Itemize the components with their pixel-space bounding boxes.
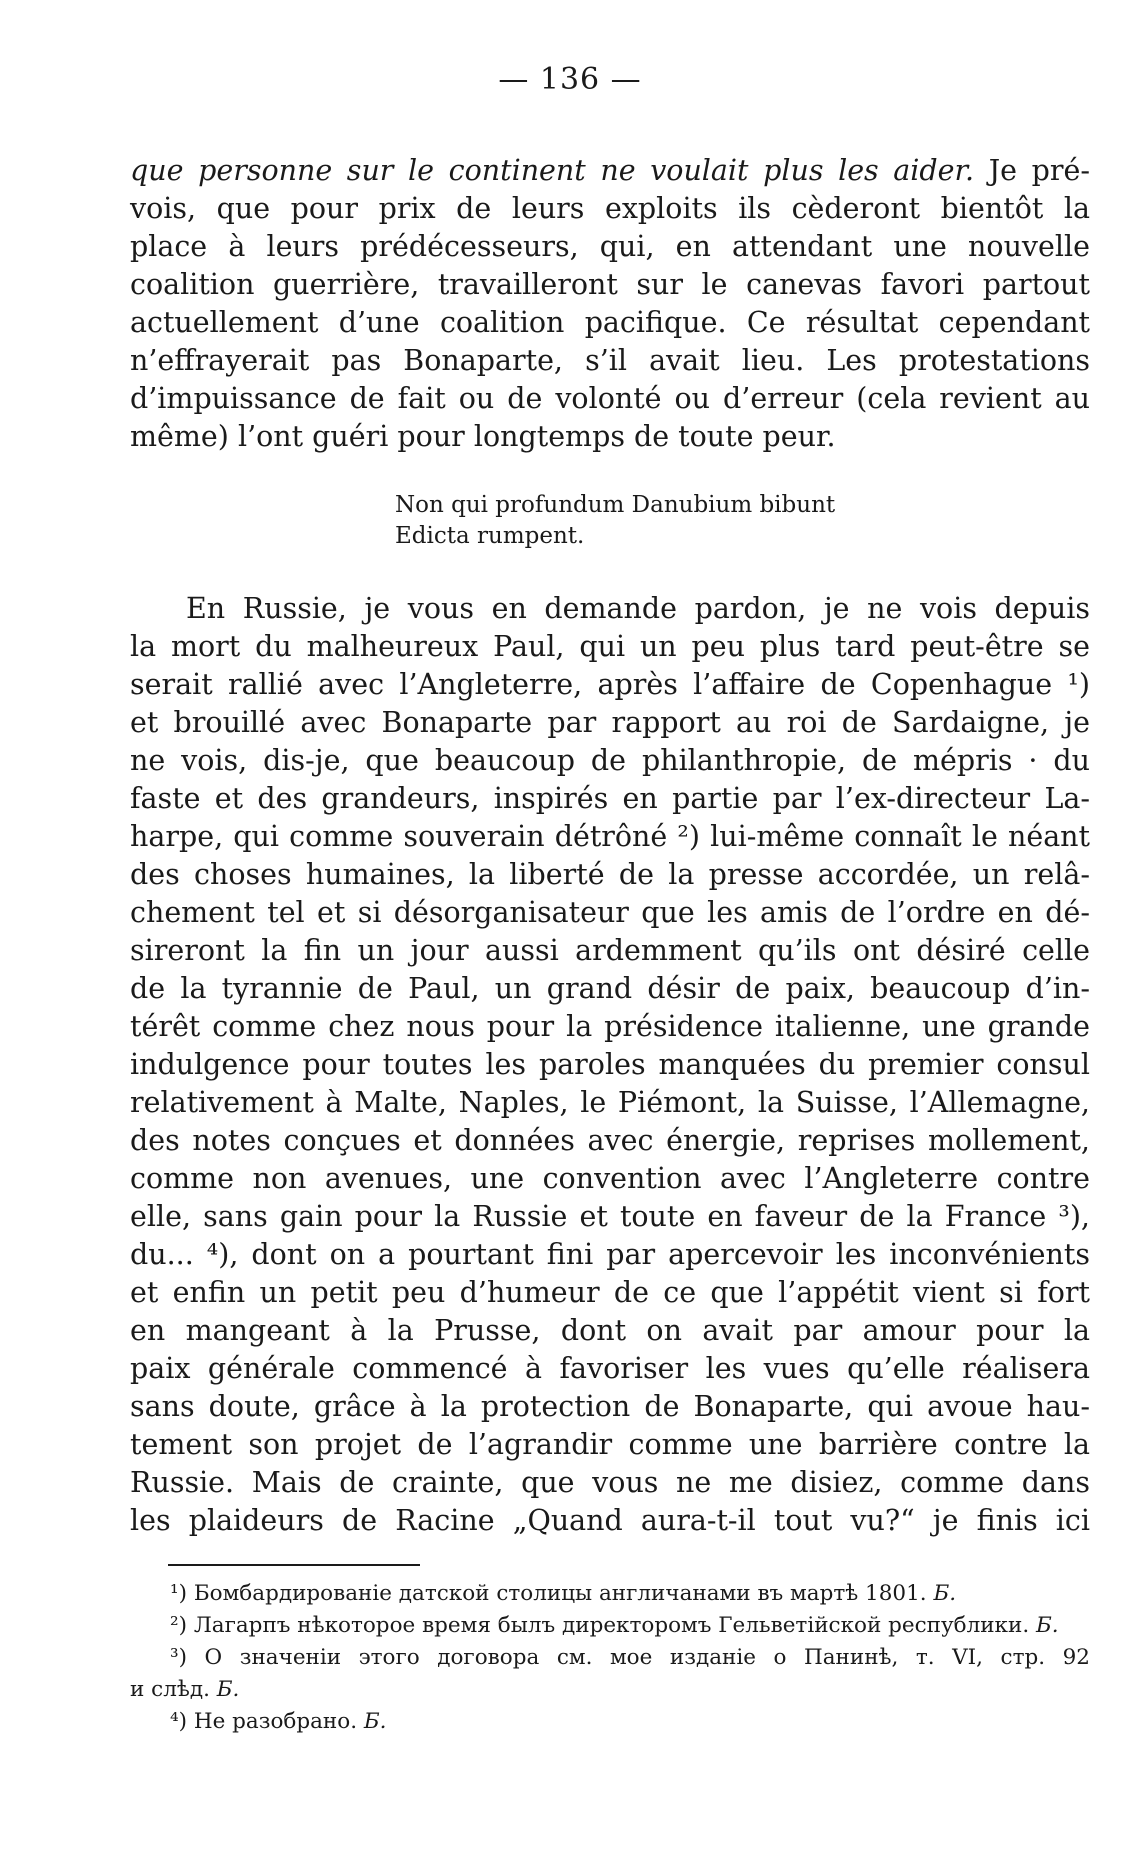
page-number: — 136 — [498,62,642,97]
text-line: sireront la fin un jour aussi ardemment qu’ils ont désiré celle [130,934,1090,967]
text-line: d’impuissance de fait ou de volonté ou d’erreur (cela revient au [130,382,1090,415]
text-line: En Russie, je vous en demande pardon, je ne vois depuis [186,592,1090,625]
text-line: chement tel et si désorganisateur que les amis de l’ordre en dé- [130,896,1090,929]
italic-phrase: que personne sur le continent ne voulait plus les aider. [130,154,975,187]
text-line: n’effrayerait pas Bonaparte, s’il avait lieu. Les protestations [130,344,1090,377]
text-line: la mort du malheureux Paul, qui un peu plus tard peut-être se [130,630,1090,663]
text-line: du... ⁴), dont on a pourtant fini par apercevoir les inconvénients [130,1238,1090,1271]
text-line: Russie. Mais de crainte, que vous ne me disiez, comme dans [130,1466,1090,1499]
text-line: indulgence pour toutes les paroles manquées du premier consul [130,1048,1090,1081]
text-line: des choses humaines, la liberté de la presse accordée, un relâ- [130,858,1090,891]
paragraph-continuation [130,152,1090,456]
footnote-signature: Б. [363,1709,387,1734]
paragraph-russia [130,590,1090,1540]
epigraph-line: Non qui profundum Danubium bibunt [395,492,836,518]
text-line: faste et des grandeurs, inspirés en partie par l’ex-directeur La- [130,782,1090,815]
text-line: tement son projet de l’agrandir comme une barrière contre la [130,1428,1090,1461]
line-text: Je pré- [974,154,1091,187]
text-line: de la tyrannie de Paul, un grand désir de paix, beaucoup d’in- [130,972,1090,1005]
text-line: et enfin un petit peu d’humeur de ce que l’appétit vient si fort [130,1276,1090,1309]
footnote-signature: Б. [933,1581,957,1606]
footnote-1 [130,1578,1090,1610]
text-line: vois, que pour prix de leurs exploits ils cèderont bientôt la [130,192,1090,225]
epigraph-line: Edicta rumpent. [395,523,585,549]
text-line: comme non avenues, une convention avec l’Angleterre contre [130,1162,1090,1195]
text-line: en mangeant à la Prusse, dont on avait par amour pour la [130,1314,1090,1347]
footnote-4 [130,1706,1090,1738]
text-line: sans doute, grâce à la protection de Bonaparte, qui avoue hau- [130,1390,1090,1423]
text-line: harpe, qui comme souverain détrôné ²) lui-même connaît le néant [130,820,1090,853]
text-line: serait rallié avec l’Angleterre, après l’affaire de Copenhague ¹) [130,668,1090,701]
footnote-text: ⁴) Не разобрано. [170,1709,364,1734]
latin-epigraph [395,490,915,552]
footnote-3-continued [130,1674,1090,1706]
footnote-3 [130,1642,1090,1674]
text-line: les plaideurs de Racine „Quand aura-t-il tout vu?“ je finis ici [130,1504,1090,1537]
text-line: et brouillé avec Bonaparte par rapport au roi de Sardaigne, je [130,706,1090,739]
text-line: coalition guerrière, travailleront sur le canevas favori partout [130,268,1090,301]
text-line: même) l’ont guéri pour longtemps de toute peur. [130,420,836,453]
text-line: actuellement d’une coalition pacifique. Ce résultat cependant [130,306,1090,339]
text-line [130,152,1090,190]
footnote-signature: Б. [1036,1613,1059,1638]
text-line: paix générale commencé à favoriser les vues qu’elle réalisera [130,1352,1090,1385]
footnote-text: ¹) Бомбардированіе датской столицы англичанами въ мартѣ 1801. [170,1581,934,1606]
text-line: elle, sans gain pour la Russie et toute en faveur de la France ³), [130,1200,1090,1233]
text-line: térêt comme chez nous pour la présidence italienne, une grande [130,1010,1090,1043]
text-line: des notes conçues et données avec énergie, reprises mollement, [130,1124,1090,1157]
footnote-text: и слѣд. [130,1677,217,1702]
footnote-divider [168,1564,420,1566]
footnote-text: ³) О значеніи этого договора см. мое изданіе о Панинѣ, т. VI, стр. 92 [170,1645,1090,1670]
text-line: place à leurs prédécesseurs, qui, en attendant une nouvelle [130,230,1090,263]
footnotes [130,1578,1090,1738]
text-line: ne vois, dis-je, que beaucoup de philanthropie, de mépris · du [130,744,1090,777]
text-line: relativement à Malte, Naples, le Piémont, la Suisse, l’Allemagne, [130,1086,1090,1119]
footnote-signature: Б. [216,1677,240,1702]
footnote-2 [130,1610,1090,1642]
footnote-text: ²) Лагарпъ нѣкоторое время былъ директоромъ Гельветійской республики. [170,1613,1036,1638]
